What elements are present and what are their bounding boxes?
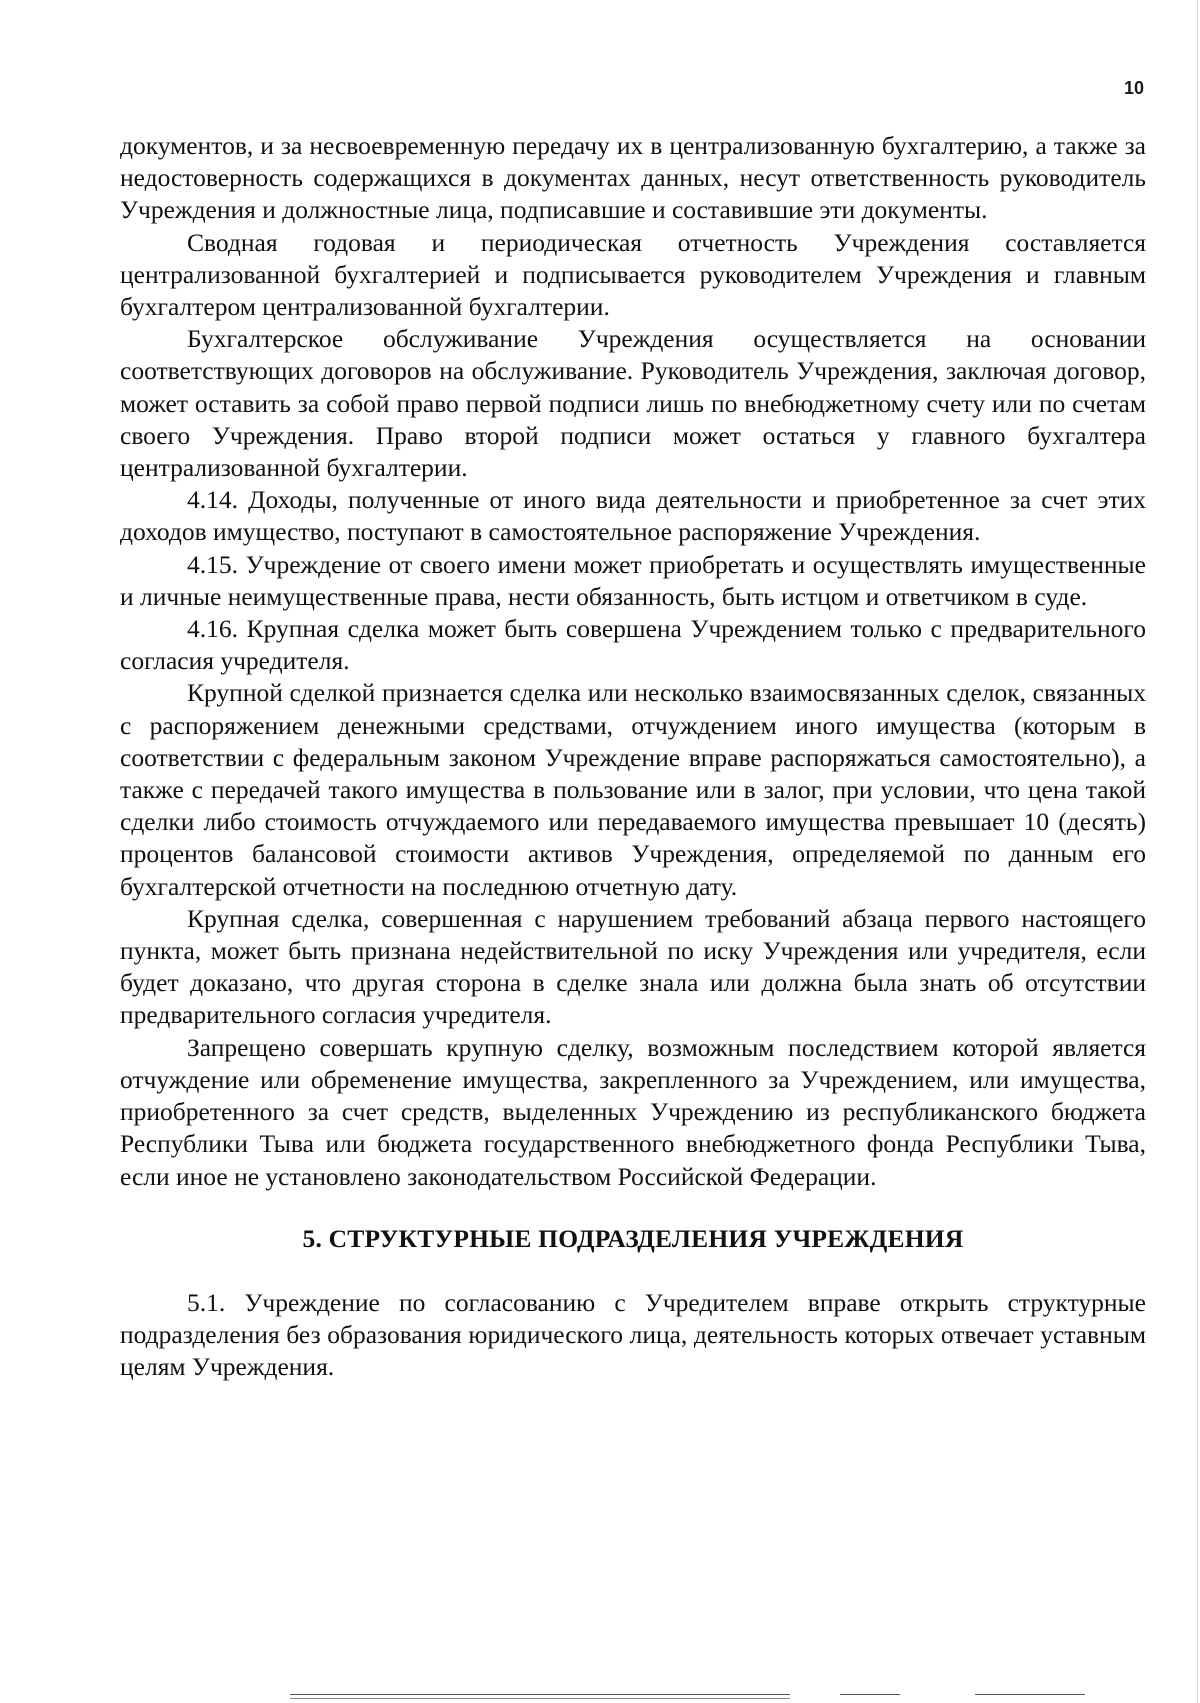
paragraph-major-deal-prohibited: Запрещено совершать крупную сделку, возможным последствием которой является отчуждение или обременение имущества, закрепленного за Учреждением, или имущества, приобретенного за счет средств, выделенных Учреждению из республиканского бюджета Республики Тыва или бюджета государственного внебюджетного фонда Республики Тыва, если иное не установлено законодательством Российской Федерации. bbox=[120, 1032, 1146, 1191]
scan-artifact-line bbox=[840, 1694, 900, 1695]
paragraph-5-1: 5.1. Учреждение по согласованию с Учредителем вправе открыть структурные подразделения без образования юридического лица, деятельность которых отвечает уставным целям Учреждения. bbox=[120, 1287, 1146, 1382]
scan-artifact-line bbox=[290, 1698, 790, 1699]
scan-artifact-line bbox=[290, 1694, 790, 1695]
paragraph-4-15: 4.15. Учреждение от своего имени может приобретать и осуществлять имущественные и личные неимущественные права, нести обязанность, быть истцом и ответчиком в суде. bbox=[120, 549, 1146, 611]
paragraph-accounting-service: Бухгалтерское обслуживание Учреждения осуществляется на основании соответствующих договоров на обслуживание. Руководитель Учреждения, заключая договор, может оставить за собой право первой подписи лишь по внебюджетному счету или по счетам своего Учреждения. Право второй подписи может остаться у главного бухгалтера централизованной бухгалтерии. bbox=[120, 324, 1146, 483]
paragraph-continuation: документов, и за несвоевременную передачу их в централизованную бухгалтерию, а также за недостоверность содержащихся в документах данных, несут ответственность руководитель Учреждения и должностные лица, подписавшие и составившие эти документы. bbox=[120, 131, 1146, 225]
paragraph-summary-reporting: Сводная годовая и периодическая отчетность Учреждения составляется централизованной бухгалтерией и подписывается руководителем Учреждения и главным бухгалтером централизованной бухгалтерии. bbox=[120, 227, 1146, 322]
section-heading: 5. СТРУКТУРНЫЕ ПОДРАЗДЕЛЕНИЯ УЧРЕЖДЕНИЯ bbox=[302, 1223, 964, 1253]
document-body bbox=[120, 130, 1146, 1383]
paragraph-4-16: 4.16. Крупная сделка может быть совершена Учреждением только с предварительного согласия учредителя. bbox=[120, 614, 1146, 676]
paragraph-major-deal-definition: Крупной сделкой признается сделка или несколько взаимосвязанных сделок, связанных с распоряжением денежными средствами, отчуждением иного имущества (которым в соответствии с федеральным законом Учреждение вправе распоряжаться самостоятельно), а также с передачей такого имущества в пользование или в залог, при условии, что цена такой сделки либо стоимость отчуждаемого или передаваемого имущества превышает 10 (десять) процентов балансовой стоимости активов Учреждения, определяемой по данным его бухгалтерской отчетности на последнюю отчетную дату. bbox=[120, 678, 1146, 901]
paragraph-major-deal-invalid: Крупная сделка, совершенная с нарушением требований абзаца первого настоящего пункта, может быть признана недействительной по иску Учреждения или учредителя, если будет доказано, что другая сторона в сделке знала или должна была знать об отсутствии предварительного согласия учредителя. bbox=[120, 903, 1146, 1030]
scan-edge-line bbox=[1197, 0, 1198, 1703]
page-number: 10 bbox=[1123, 78, 1144, 98]
paragraph-4-14: 4.14. Доходы, полученные от иного вида деятельности и приобретенное за счет этих доходов имущество, поступают в самостоятельное распоряжение Учреждения. bbox=[120, 485, 1146, 547]
scan-artifact-line bbox=[975, 1694, 1085, 1695]
